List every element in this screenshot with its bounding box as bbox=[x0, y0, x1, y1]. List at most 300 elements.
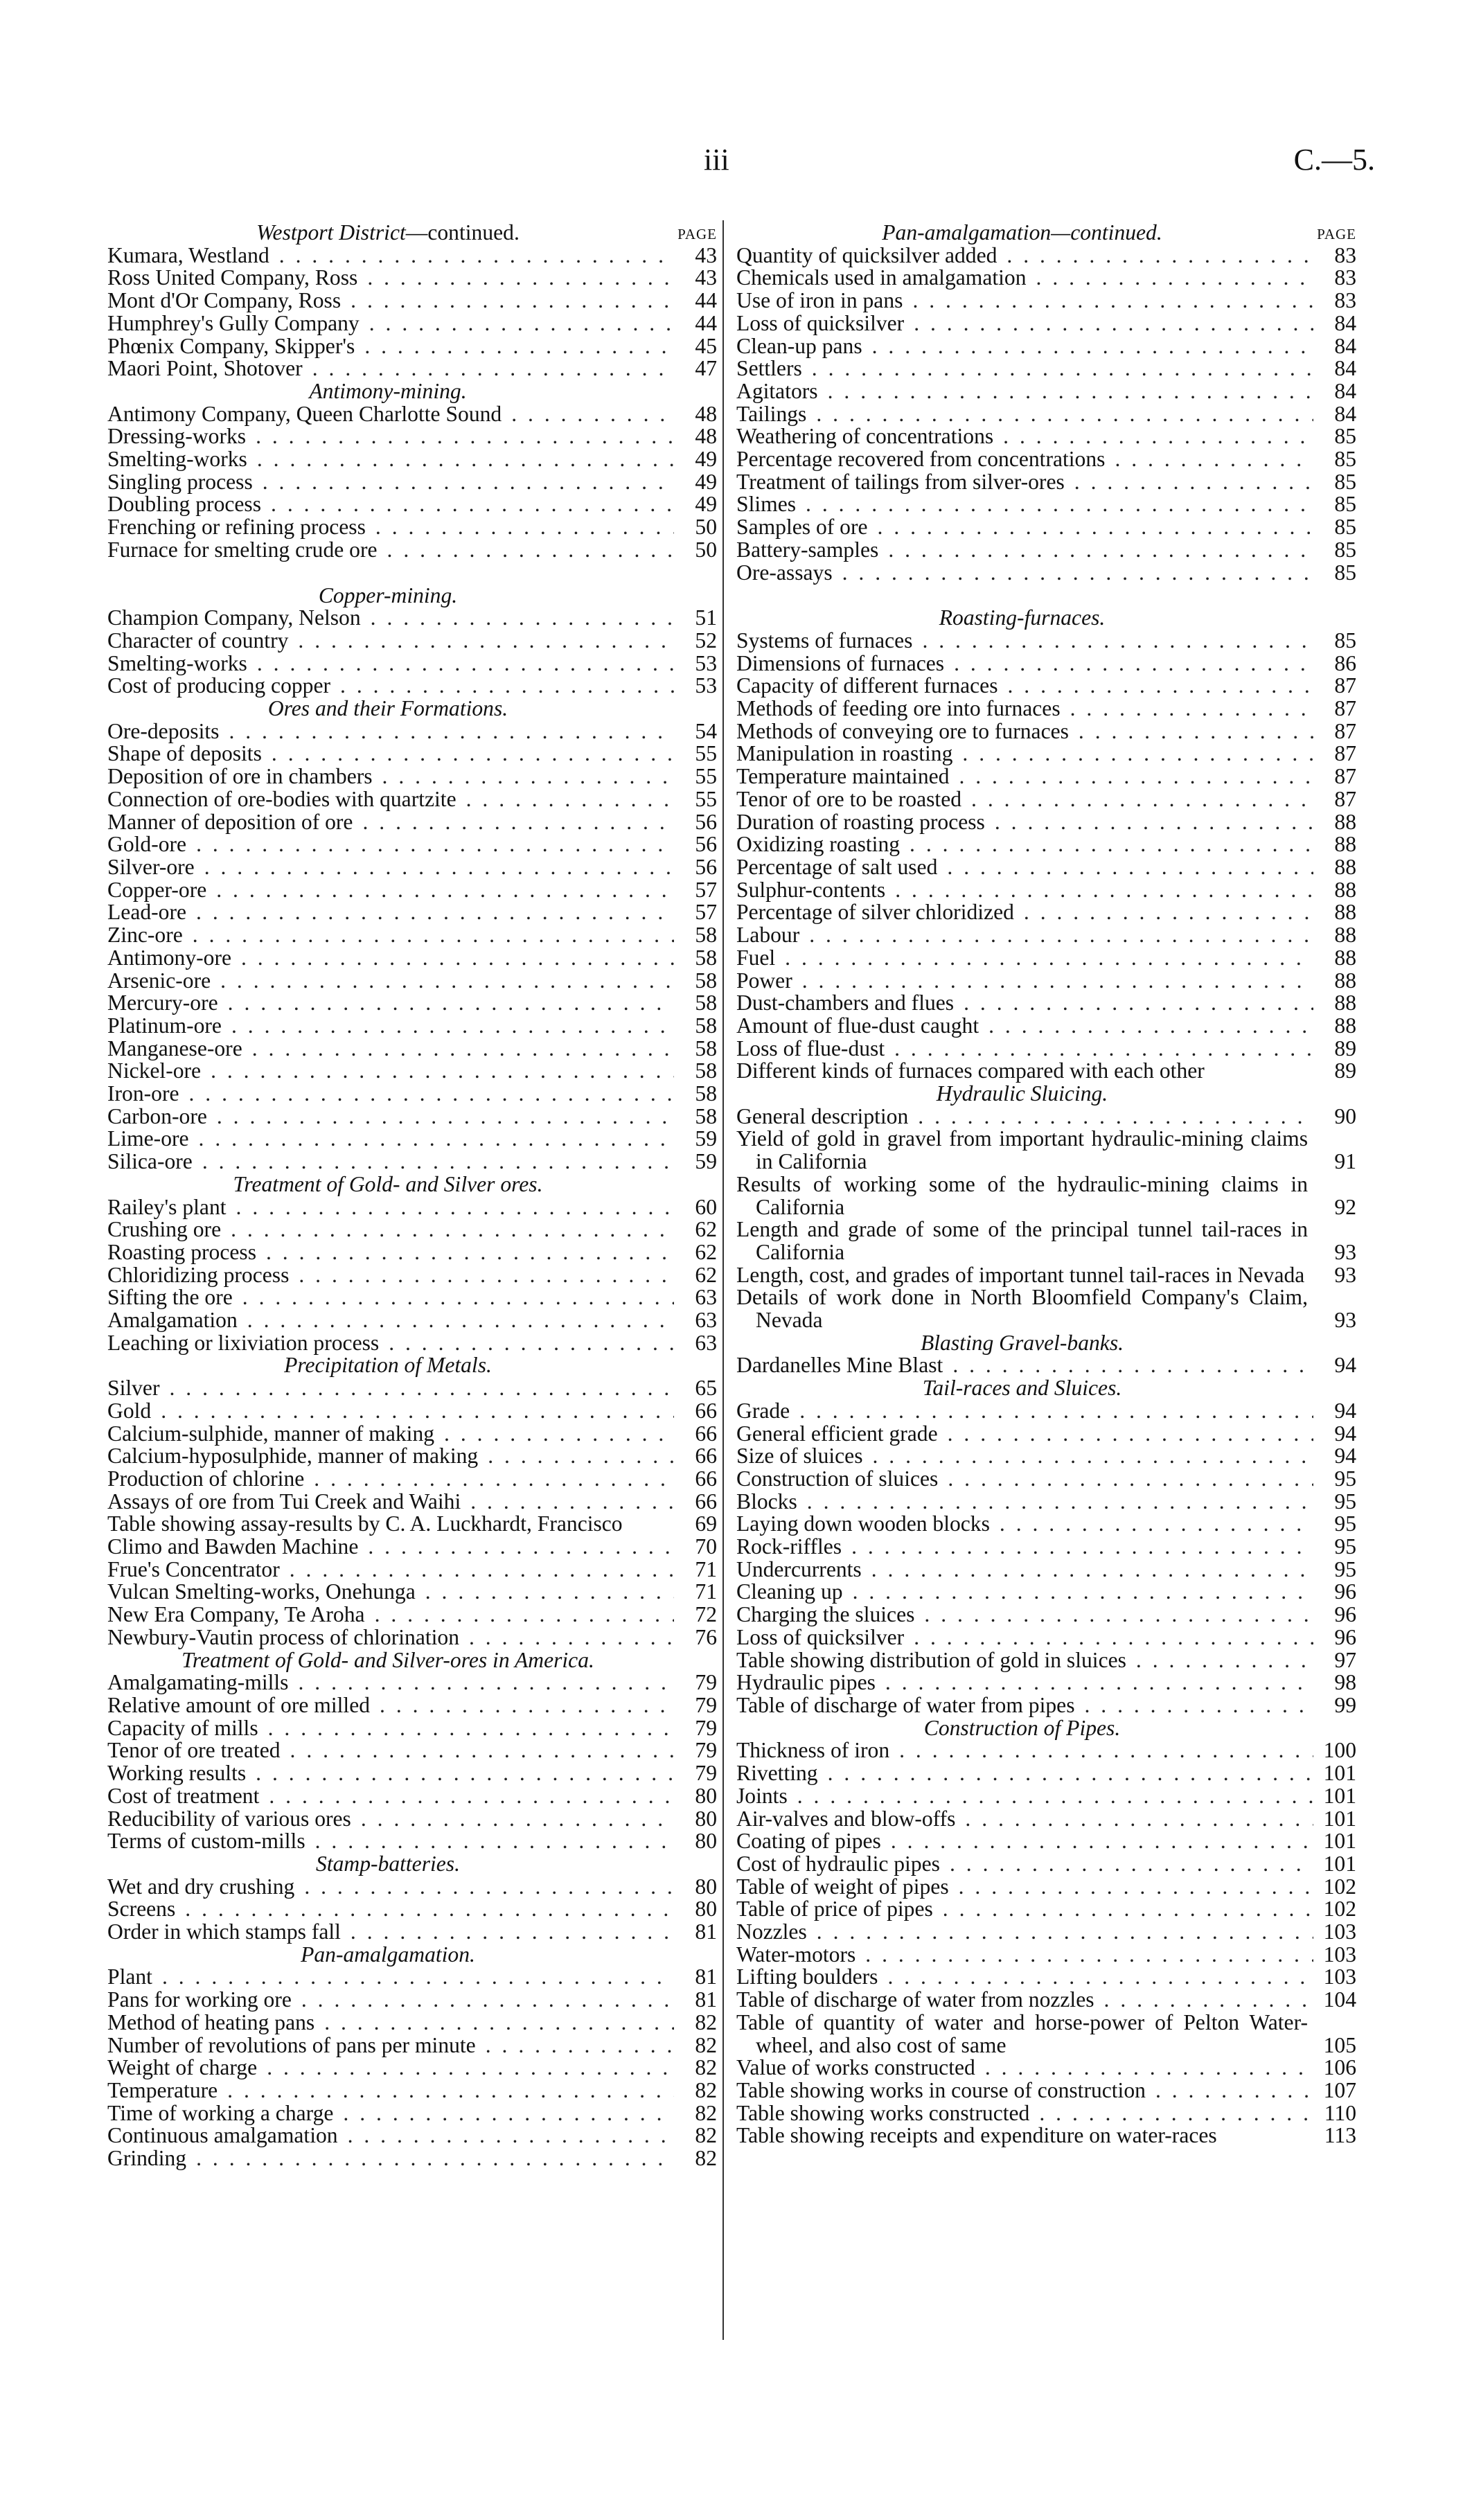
entry-page-number: 48 bbox=[695, 401, 717, 426]
entry-title: Ore-deposits bbox=[107, 718, 220, 743]
entry-title: Terms of custom-mills bbox=[107, 1829, 305, 1854]
index-entry bbox=[107, 1015, 717, 1038]
entry-page-number: 92 bbox=[1334, 1194, 1356, 1219]
entry-title: Time of working a charge bbox=[107, 2100, 334, 2125]
entry-title: Joints bbox=[736, 1783, 788, 1808]
entry-page-number: 44 bbox=[695, 310, 717, 335]
index-entry bbox=[736, 1694, 1356, 1717]
index-entry bbox=[107, 1898, 717, 1921]
index-entry bbox=[736, 1739, 1356, 1762]
index-entry bbox=[107, 1830, 717, 1853]
index-entry bbox=[107, 1876, 717, 1899]
entry-page-number: 79 bbox=[695, 1670, 717, 1695]
entry-title: Construction of sluices bbox=[736, 1466, 939, 1491]
entry-title: Plant bbox=[107, 1964, 152, 1989]
entry-page-number: 58 bbox=[695, 1036, 717, 1061]
entry-page-number: 53 bbox=[695, 650, 717, 675]
dot-leader bbox=[456, 788, 674, 811]
entry-page-number: 82 bbox=[695, 2123, 717, 2148]
dot-leader bbox=[288, 1671, 674, 1694]
entry-page-number: 107 bbox=[1323, 2077, 1356, 2102]
index-entry bbox=[107, 856, 717, 879]
index-entry bbox=[736, 2057, 1356, 2079]
entry-title: Calcium-hyposulphide, manner of making bbox=[107, 1444, 479, 1468]
entry-page-number: 49 bbox=[695, 469, 717, 494]
entry-page-number: 95 bbox=[1334, 1511, 1356, 1536]
index-entry bbox=[736, 1581, 1356, 1604]
entry-title: Table showing receipts and expenditure on water-races bbox=[736, 2123, 1217, 2148]
dot-leader bbox=[253, 471, 674, 494]
entry-title: Lead-ore bbox=[107, 900, 187, 925]
index-entry bbox=[736, 1876, 1356, 1899]
index-entry bbox=[736, 335, 1356, 358]
entry-page-number: 58 bbox=[695, 1103, 717, 1128]
entry-title: Roasting process bbox=[107, 1239, 256, 1264]
index-entry bbox=[107, 1423, 717, 1446]
dot-leader bbox=[1074, 1694, 1313, 1717]
dot-leader bbox=[818, 1762, 1313, 1785]
index-entry bbox=[107, 425, 717, 448]
entry-page-number: 62 bbox=[695, 1239, 717, 1264]
entry-page-number: 58 bbox=[695, 1081, 717, 1106]
entry-page-number: 79 bbox=[695, 1738, 717, 1763]
entry-page-number: 58 bbox=[695, 1013, 717, 1038]
dot-leader bbox=[221, 1218, 674, 1241]
dot-leader bbox=[862, 1559, 1313, 1581]
entry-title: Dressing-works bbox=[107, 424, 247, 449]
index-entry bbox=[736, 788, 1356, 811]
entry-title: Iron-ore bbox=[107, 1081, 179, 1106]
index-entry bbox=[107, 1218, 717, 1241]
entry-page-number: 88 bbox=[1334, 1013, 1356, 1038]
entry-title: General description bbox=[736, 1103, 909, 1128]
dot-leader bbox=[183, 924, 674, 947]
dot-leader bbox=[201, 1060, 674, 1083]
dot-leader bbox=[796, 493, 1313, 516]
index-entry bbox=[107, 765, 717, 788]
dot-leader bbox=[502, 403, 674, 426]
entry-title: Copper-ore bbox=[107, 877, 207, 902]
entry-page-number: 58 bbox=[695, 1058, 717, 1083]
dot-leader bbox=[175, 1898, 674, 1921]
entry-title: Table showing works constructed bbox=[736, 2100, 1030, 2125]
entry-title: Carbon-ore bbox=[107, 1103, 207, 1128]
entry-title: Undercurrents bbox=[736, 1556, 862, 1581]
dot-leader bbox=[355, 335, 674, 358]
entry-title: Length, cost, and grades of important tunnel tail-races in Nevada bbox=[736, 1262, 1305, 1287]
index-entry bbox=[736, 720, 1356, 743]
index-entry bbox=[736, 425, 1356, 448]
entry-title: Crushing ore bbox=[107, 1217, 222, 1242]
index-entry bbox=[107, 901, 717, 924]
index-entry bbox=[107, 312, 717, 335]
index-entry bbox=[736, 1264, 1356, 1287]
index-entry bbox=[107, 1921, 717, 1944]
index-entry bbox=[736, 403, 1356, 426]
index-entry bbox=[107, 1332, 717, 1355]
dot-leader bbox=[1029, 2102, 1313, 2125]
column-divider bbox=[722, 220, 724, 2340]
entry-page-number: 63 bbox=[695, 1285, 717, 1310]
index-entry bbox=[736, 1468, 1356, 1491]
index-entry bbox=[107, 1468, 717, 1491]
section-heading: Treatment of Gold- and Silver ores. bbox=[233, 1171, 543, 1196]
entry-page-number: 89 bbox=[1334, 1058, 1356, 1083]
dot-leader bbox=[952, 743, 1313, 765]
entry-title: Frue's Concentrator bbox=[107, 1556, 280, 1581]
entry-title: Weight of charge bbox=[107, 2055, 258, 2080]
dot-leader bbox=[353, 811, 674, 834]
index-entry bbox=[736, 833, 1356, 856]
entry-page-number: 87 bbox=[1334, 786, 1356, 811]
entry-title: Mont d'Or Company, Ross bbox=[107, 288, 342, 313]
index-entry bbox=[736, 1400, 1356, 1423]
index-entry bbox=[107, 630, 717, 653]
dot-leader bbox=[211, 970, 674, 993]
entry-title: Platinum-ore bbox=[107, 1013, 222, 1038]
entry-page-number: 95 bbox=[1334, 1489, 1356, 1514]
index-entry bbox=[107, 743, 717, 765]
index-entry bbox=[107, 1966, 717, 1989]
entry-page-number: 47 bbox=[695, 356, 717, 381]
entry-page-number: 76 bbox=[695, 1624, 717, 1649]
dot-leader bbox=[259, 1785, 674, 1808]
entry-title: Samples of ore bbox=[736, 515, 868, 540]
entry-title: Table of price of pipes bbox=[736, 1897, 933, 1922]
dot-leader bbox=[1027, 267, 1313, 290]
entry-page-number: 101 bbox=[1323, 1829, 1356, 1854]
dot-leader bbox=[990, 1513, 1313, 1536]
dot-leader bbox=[246, 1762, 674, 1785]
index-entry bbox=[736, 267, 1356, 290]
section-heading: Ores and their Formations. bbox=[267, 696, 508, 721]
dot-leader bbox=[246, 425, 674, 448]
entry-page-number: 110 bbox=[1324, 2100, 1356, 2125]
entry-title: Fuel bbox=[736, 945, 776, 970]
index-entry bbox=[736, 2102, 1356, 2125]
entry-page-number: 88 bbox=[1334, 991, 1356, 1015]
dot-leader bbox=[238, 1309, 674, 1332]
dot-leader bbox=[1146, 2079, 1313, 2102]
entry-page-number: 85 bbox=[1334, 628, 1356, 653]
index-entry bbox=[107, 242, 717, 267]
entry-page-number: 93 bbox=[1334, 1262, 1356, 1287]
entry-page-number: 102 bbox=[1323, 1874, 1356, 1899]
entry-title: Coating of pipes bbox=[736, 1829, 881, 1854]
entry-page-number: 56 bbox=[695, 832, 717, 857]
dot-leader bbox=[305, 1830, 674, 1853]
index-entry bbox=[107, 1808, 717, 1831]
index-entry bbox=[107, 1060, 717, 1083]
dot-leader bbox=[280, 1559, 674, 1581]
entry-title: Temperature maintained bbox=[736, 764, 950, 789]
entry-page-number: 57 bbox=[695, 900, 717, 925]
index-entry bbox=[107, 970, 717, 993]
index-entry bbox=[107, 290, 717, 312]
index-entry bbox=[736, 765, 1356, 788]
index-entry bbox=[107, 357, 717, 380]
dot-leader bbox=[855, 1944, 1313, 1967]
entry-title: Arsenic-ore bbox=[107, 968, 211, 993]
index-entry bbox=[107, 1103, 717, 1128]
entry-page-number: 101 bbox=[1323, 1761, 1356, 1786]
entry-title: Manganese-ore bbox=[107, 1036, 242, 1061]
entry-page-number: 87 bbox=[1334, 696, 1356, 721]
entry-page-number: 101 bbox=[1323, 1783, 1356, 1808]
index-entry bbox=[107, 1196, 717, 1219]
entry-title: Antimony-ore bbox=[107, 945, 231, 970]
dot-leader bbox=[863, 1445, 1314, 1468]
index-entry bbox=[107, 493, 717, 516]
index-entry bbox=[107, 650, 717, 675]
index-entry bbox=[107, 471, 717, 494]
entry-page-number: 104 bbox=[1323, 1987, 1356, 2012]
dot-leader bbox=[802, 357, 1313, 380]
entry-title: Vulcan Smelting-works, Onehunga bbox=[107, 1579, 416, 1604]
index-entry bbox=[736, 1898, 1356, 1921]
dot-leader bbox=[985, 811, 1313, 834]
index-entry bbox=[736, 1785, 1356, 1808]
index-entry bbox=[107, 1128, 717, 1151]
index-entry bbox=[736, 242, 1356, 267]
entry-page-number: 83 bbox=[1334, 265, 1356, 290]
entry-title: Loss of flue-dust bbox=[736, 1036, 885, 1061]
entry-page-number: 87 bbox=[1334, 673, 1356, 698]
index-entry bbox=[736, 380, 1356, 403]
entry-title: Antimony Company, Queen Charlotte Sound bbox=[107, 401, 502, 426]
entry-page-number: 66 bbox=[695, 1489, 717, 1514]
entry-title: Charging the sluices bbox=[736, 1602, 915, 1627]
entry-page-number: 88 bbox=[1334, 854, 1356, 879]
entry-page-number: 88 bbox=[1334, 900, 1356, 925]
index-entry bbox=[736, 1173, 1356, 1218]
dot-leader bbox=[222, 1015, 674, 1038]
section-heading: Pan-amalgamation—continued. bbox=[882, 220, 1162, 245]
entry-title: Humphrey's Gully Company bbox=[107, 310, 360, 335]
dot-leader bbox=[885, 879, 1313, 902]
entry-page-number: 83 bbox=[1334, 288, 1356, 313]
index-entry bbox=[107, 2009, 717, 2034]
section-gap bbox=[736, 584, 1356, 607]
entry-title: Dust-chambers and flues bbox=[736, 991, 955, 1015]
dot-leader bbox=[152, 1966, 674, 1989]
index-entry bbox=[107, 2102, 717, 2125]
entry-page-number: 85 bbox=[1334, 537, 1356, 562]
entry-page-number: 54 bbox=[695, 718, 717, 743]
dot-leader bbox=[1069, 720, 1313, 743]
section-heading: Precipitation of Metals. bbox=[284, 1353, 492, 1378]
entry-title: Chemicals used in amalgamation bbox=[736, 265, 1027, 290]
dot-leader bbox=[289, 1264, 674, 1287]
entry-page-number: 91 bbox=[1334, 1149, 1356, 1174]
dot-leader bbox=[366, 516, 674, 539]
dot-leader bbox=[904, 312, 1313, 335]
index-entry bbox=[736, 630, 1356, 653]
index-entry bbox=[736, 879, 1356, 902]
dot-leader bbox=[257, 2057, 674, 2079]
entry-page-number: 94 bbox=[1334, 1353, 1356, 1378]
index-entry bbox=[736, 698, 1356, 720]
entry-title: Clean-up pans bbox=[736, 333, 862, 358]
index-entry bbox=[736, 650, 1356, 675]
entry-page-number: 87 bbox=[1334, 718, 1356, 743]
entry-page-number: 56 bbox=[695, 809, 717, 834]
index-entry bbox=[736, 1513, 1356, 1536]
index-entry bbox=[736, 1830, 1356, 1853]
section-heading: Blasting Gravel-banks. bbox=[920, 1330, 1124, 1355]
dot-leader bbox=[775, 947, 1313, 970]
dot-leader bbox=[227, 1196, 674, 1219]
entry-title: Weathering of concentrations bbox=[736, 424, 994, 449]
entry-page-number: 55 bbox=[695, 786, 717, 811]
dot-leader bbox=[219, 720, 674, 743]
entry-title: Champion Company, Nelson bbox=[107, 605, 361, 630]
index-entry bbox=[736, 1966, 1356, 1989]
entry-page-number: 81 bbox=[695, 1964, 717, 1989]
entry-title: Lime-ore bbox=[107, 1126, 189, 1151]
entry-page-number: 49 bbox=[695, 492, 717, 517]
dot-leader bbox=[416, 1581, 674, 1604]
dot-leader bbox=[269, 245, 674, 267]
entry-page-number: 89 bbox=[1334, 1036, 1356, 1061]
entry-title: Working results bbox=[107, 1761, 247, 1786]
dot-leader bbox=[908, 1106, 1313, 1128]
index-entry bbox=[107, 1445, 717, 1468]
entry-page-number: 96 bbox=[1334, 1624, 1356, 1649]
index-entry bbox=[736, 312, 1356, 335]
entry-page-number: 71 bbox=[695, 1556, 717, 1581]
entry-title: Method of heating pans bbox=[107, 2009, 315, 2034]
dot-leader bbox=[949, 1876, 1313, 1899]
entry-page-number: 99 bbox=[1334, 1693, 1356, 1717]
index-entry bbox=[107, 2034, 717, 2057]
index-entry bbox=[736, 516, 1356, 539]
dot-leader bbox=[818, 380, 1313, 403]
entry-page-number: 45 bbox=[695, 333, 717, 358]
dot-leader bbox=[333, 2102, 674, 2125]
entry-title: Capacity of different furnaces bbox=[736, 673, 998, 698]
entry-title: Blocks bbox=[736, 1489, 797, 1514]
section-heading: Treatment of Gold- and Silver-ores in America. bbox=[181, 1647, 594, 1672]
entry-title: Number of revolutions of pans per minute bbox=[107, 2032, 476, 2057]
entry-page-number: 93 bbox=[1334, 1239, 1356, 1264]
index-entry bbox=[736, 1671, 1356, 1694]
entry-page-number: 59 bbox=[695, 1126, 717, 1151]
entry-title: Different kinds of furnaces compared with each other bbox=[736, 1058, 1205, 1083]
entry-title: New Era Company, Te Aroha bbox=[107, 1602, 365, 1627]
entry-page-number: 66 bbox=[695, 1421, 717, 1446]
index-entry bbox=[107, 1785, 717, 1808]
dot-leader bbox=[955, 1808, 1313, 1831]
entry-page-number: 96 bbox=[1334, 1579, 1356, 1604]
index-entry bbox=[107, 1038, 717, 1061]
dot-leader bbox=[476, 2034, 674, 2057]
index-entry bbox=[736, 539, 1356, 562]
entry-title: Reducibility of various ores bbox=[107, 1806, 351, 1831]
entry-title: Percentage recovered from concentrations bbox=[736, 447, 1106, 472]
index-entry bbox=[736, 1536, 1356, 1559]
entry-page-number: 96 bbox=[1334, 1602, 1356, 1627]
dot-leader bbox=[833, 562, 1313, 585]
dot-leader bbox=[914, 1604, 1313, 1626]
entry-title: Nickel-ore bbox=[107, 1058, 202, 1083]
entry-title: Air-valves and blow-offs bbox=[736, 1806, 956, 1831]
dot-leader bbox=[378, 539, 674, 562]
index-entry bbox=[736, 1354, 1356, 1377]
dot-leader bbox=[868, 516, 1313, 539]
entry-title: Slimes bbox=[736, 492, 797, 517]
index-entry bbox=[736, 924, 1356, 947]
index-entry bbox=[107, 539, 717, 562]
entry-page-number: 43 bbox=[695, 265, 717, 290]
entry-page-number: 101 bbox=[1323, 1806, 1356, 1831]
dot-leader bbox=[943, 1354, 1313, 1377]
entry-page-number: 88 bbox=[1334, 877, 1356, 902]
index-entry bbox=[736, 1808, 1356, 1831]
entry-title: Kumara, Westland bbox=[107, 242, 269, 267]
entry-page-number: 43 bbox=[695, 242, 717, 267]
entry-page-number: 58 bbox=[695, 945, 717, 970]
section-heading: Copper-mining. bbox=[318, 583, 458, 607]
dot-leader bbox=[1014, 901, 1313, 924]
entry-title: Water-motors bbox=[736, 1942, 856, 1967]
entry-page-number: 83 bbox=[1334, 242, 1356, 267]
entry-title: Methods of feeding ore into furnaces bbox=[736, 696, 1061, 721]
entry-page-number: 70 bbox=[695, 1534, 717, 1559]
entry-page-number: 79 bbox=[695, 1761, 717, 1786]
index-entry bbox=[107, 607, 717, 630]
dot-leader bbox=[186, 2147, 674, 2170]
index-entry bbox=[736, 970, 1356, 993]
index-entry bbox=[107, 1671, 717, 1694]
dot-leader bbox=[373, 765, 674, 788]
dot-leader bbox=[938, 1423, 1313, 1446]
entry-page-number: 80 bbox=[695, 1829, 717, 1854]
entry-page-number: 55 bbox=[695, 764, 717, 789]
dot-leader bbox=[807, 1921, 1313, 1944]
entry-title: Chloridizing process bbox=[107, 1262, 290, 1287]
entry-page-number: 97 bbox=[1334, 1647, 1356, 1672]
entry-title: Furnace for smelting crude ore bbox=[107, 537, 378, 562]
entry-title: Calcium-sulphide, manner of making bbox=[107, 1421, 435, 1446]
entry-title: Sifting the ore bbox=[107, 1285, 233, 1310]
index-entry bbox=[736, 493, 1356, 516]
entry-page-number: 87 bbox=[1334, 764, 1356, 789]
entry-page-number: 66 bbox=[695, 1398, 717, 1423]
entry-title: Tenor of ore to be roasted bbox=[736, 786, 962, 811]
entry-title: Table of weight of pipes bbox=[736, 1874, 949, 1899]
entry-title: Manner of deposition of ore bbox=[107, 809, 353, 834]
entry-title: Smelting-works bbox=[107, 447, 247, 472]
index-entry bbox=[107, 924, 717, 947]
entry-title: Climo and Bawden Machine bbox=[107, 1534, 359, 1559]
page-column-label-text: PAGE bbox=[1317, 226, 1356, 242]
dot-leader bbox=[179, 1083, 675, 1106]
entry-title: Temperature bbox=[107, 2077, 218, 2102]
entry-page-number: 85 bbox=[1334, 515, 1356, 540]
entry-page-number: 88 bbox=[1334, 832, 1356, 857]
index-entry bbox=[107, 1400, 717, 1423]
entry-page-number: 57 bbox=[695, 877, 717, 902]
entry-title: Rivetting bbox=[736, 1761, 818, 1786]
dot-leader bbox=[159, 1377, 674, 1400]
entry-page-number: 101 bbox=[1323, 1851, 1356, 1876]
entry-page-number: 84 bbox=[1334, 401, 1356, 426]
index-entry bbox=[736, 1853, 1356, 1876]
dot-leader bbox=[944, 653, 1313, 675]
entry-title: Pans for working ore bbox=[107, 1987, 292, 2012]
index-entry bbox=[107, 788, 717, 811]
